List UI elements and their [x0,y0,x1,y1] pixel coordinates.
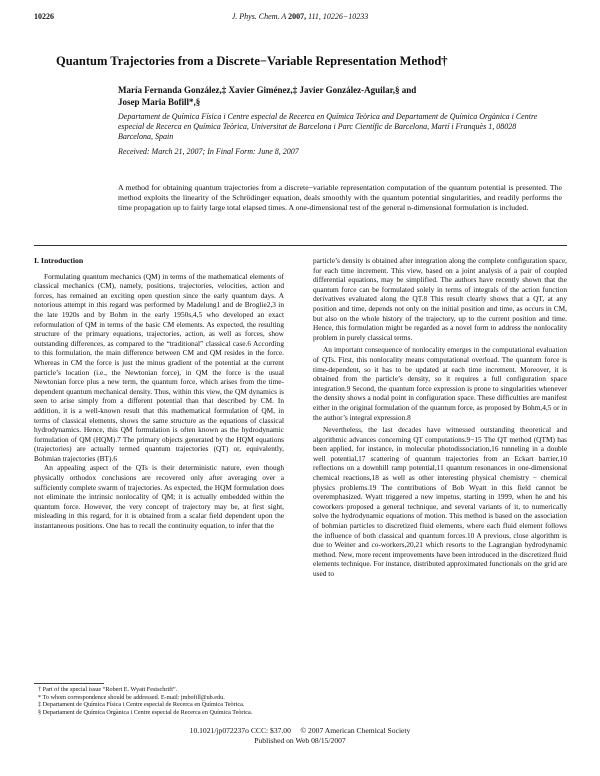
received-dates: Received: March 21, 2007; In Final Form: June 8, 2007 [118,147,299,156]
doi-line: 10.1021/jp072237o CCC: $37.00 © 2007 American Chemical Society [189,726,411,735]
author-line-2: Josep Maria Bofill*,§ [118,97,201,107]
section-heading: I. Introduction [34,256,84,265]
footnote: § Departament de Química Orgànica i Centre especial de Recerca en Química Teòrica. [38,708,253,716]
page-number: 10226 [34,12,54,21]
divider [34,245,567,246]
paragraph: particle’s density is obtained after integration along the complete configuration space, for each time increment. This view, based on a joint analysis of a pair of coupled differential equations, may be simplified. The authors have recently shown that the quantum force can be formulated solely in terms of integrals of the action function derivatives evaluated along the QT.8 This result clearly shows that a QT, at any position and time, depends not only on the initial position and time, as occurs in CM, but also on the whole history of the trajectory, up to the current position and time. Hence, this formulation might be regarded as a novel form to address the nonlocality problem in purely classical terms. [313,256,567,342]
paragraph: Formulating quantum mechanics (QM) in terms of the mathematical elements of classical mechanics (CM), namely, positions, trajectories, velocities, action and forces, has remained an exciting open question since the early quantum days. A notorious attempt in this regard was performed by Madelung1 and de Broglie2,3 in the late 1920s and by Bohm in the early 1950s,4,5 who developed an exact reformulation of QM in terms of the basic CM elements. As expected, the resulting structure of the primary equations, trajectories, action, as well as forces, show outstanding differences, as compared to the “traditional” classical case.6 According to this formulation, the main difference between CM and QM resides in the force. Whereas in CM the force is just the minus gradient of the potential at the current particle’s location (i.e., the Newtonian force), in QM the force is the usual Newtonian force plus a new term, the quantum force, which arises from the time-dependent quantum mechanical density. Thus, within this view, the QM dynamics is seen to arise simply from a different potential than that described by CM. In addition, it is a well-known result that this mathematical formulation of QM, in terms of classical elements, shows the same structure as the equations of classical hydrodynamics. Hence, this QM formulation is often known as the hydrodynamic formulation of QM (HQM).7 The primary objects generated by the HQM equations (trajectories) are actually termed quantum trajectories (QT) or, equivalently, Bohmian trajectories (BT).6 [34,271,284,463]
paragraph: An appealing aspect of the QTs is their deterministic nature, even though physically orthodox conclusions are recovered only after averaging over a sufficiently complete swarm of trajectories. As expected, the HQM formulation does not eliminate the intrinsic nonlocality of QM; it is actually embedded within the quantum force. However, the very concept of trajectory may be, at first sight, misleading in this regard, for it is obtained from a scalar field dependent upon the instantaneous positions. One has to recall the continuity equation, to infer that the [34,463,284,531]
abstract: A method for obtaining quantum trajectories from a discrete−variable representation computation of the quantum potential is presented. The method exploits the linearity of the Schrödinger equation, deals smoothly with the quantum potential singularities, and readily performs the time propagation up to fairly large total elapsed times. A one-dimensional test of the general n-dimensional formulation is included. [118,183,562,213]
paragraph: Nevertheless, the last decades have witnessed outstanding theoretical and algorithmic advances concerning QT computations.9−15 The QT method (QTM) has been applied, for instance, in molecular photodissociation,16 tunneling in a double well potential,17 scattering of quantum trajectories from an Eckart barrier,10 reflections on a downhill ramp potential,11 quantum resonances in one-dimensional chemical reactions,18 as well as other interesting physical chemistry − chemical physics problems.19 The contributions of Bob Wyatt in this field cannot be overemphasized. Wyatt triggered a new impetus, starting in 1999, when he and his coworkers proposed a general technique, and several variants of it, to numerically solve the hydrodynamic equations of motion. This method is based on the association of bohmian particles to discretized fluid elements, where each fluid element follows the influence of both classical and quantum forces.10 A previous, close algorithm is due to Weiner and co-workers,20,21 which resorts to the Lagrangian hydrodynamic method. New, more recent improvements have been introduced in the discretized fluid elements technique. For instance, distributed approximated functionals on the grid are used to [313,425,567,578]
left-column [34,256,284,531]
affiliation: Departament de Química Física i Centre especial de Recerca en Química Teòrica and Departament de Química Orgànica i Centre especial de Recerca en Química Teòrica, Universitat de Barcelona i Parc Científic de Barcelona, Martí i Franquès 1, 08028 Barcelona, Spain [118,112,538,141]
author-line-1: María Fernanda González,‡ Xavier Giménez,‡ Javier González-Aguilar,§ and [118,85,417,95]
footnote: † Part of the special issue “Robert E. Wyatt Festschrift”. [38,686,178,693]
right-column [313,256,567,579]
footnotes [34,686,284,716]
page-footer [0,726,600,745]
footnote: ‡ Departament de Química Física i Centre especial de Recerca en Química Teòrica. [38,701,245,709]
journal-volume: 111, [308,12,321,21]
journal-pages: 10226−10233 [322,12,369,21]
footnote: * To whom correspondence should be addressed. E-mail: jmbofill@ub.edu. [38,693,225,701]
published-line: Published on Web 08/15/2007 [254,735,346,745]
journal-name: J. Phys. Chem. A [231,12,287,21]
article-title: Quantum Trajectories from a Discrete−Variable Representation Method† [56,54,448,68]
running-header [34,12,566,24]
author-list [118,84,538,108]
footnote-divider [34,683,104,684]
journal-citation [34,12,566,21]
journal-year: 2007, [288,12,307,21]
paragraph: An important consequence of nonlocality emerges in the computational evaluation of QTs. First, this nonlocality means computational overload. The quantum force is time-dependent, so it has to be updated at each time increment. Moreover, it is obtained from the particle’s density, so it requires a full configuration space integration.9 Second, the quantum force expression is prone to singularities whenever the density shows a nodal point in configuration space. These difficulties are manifest either in the original formulation of the quantum force, as proposed by Bohm,4,5 or in the author’s integral expression.8 [313,345,567,422]
